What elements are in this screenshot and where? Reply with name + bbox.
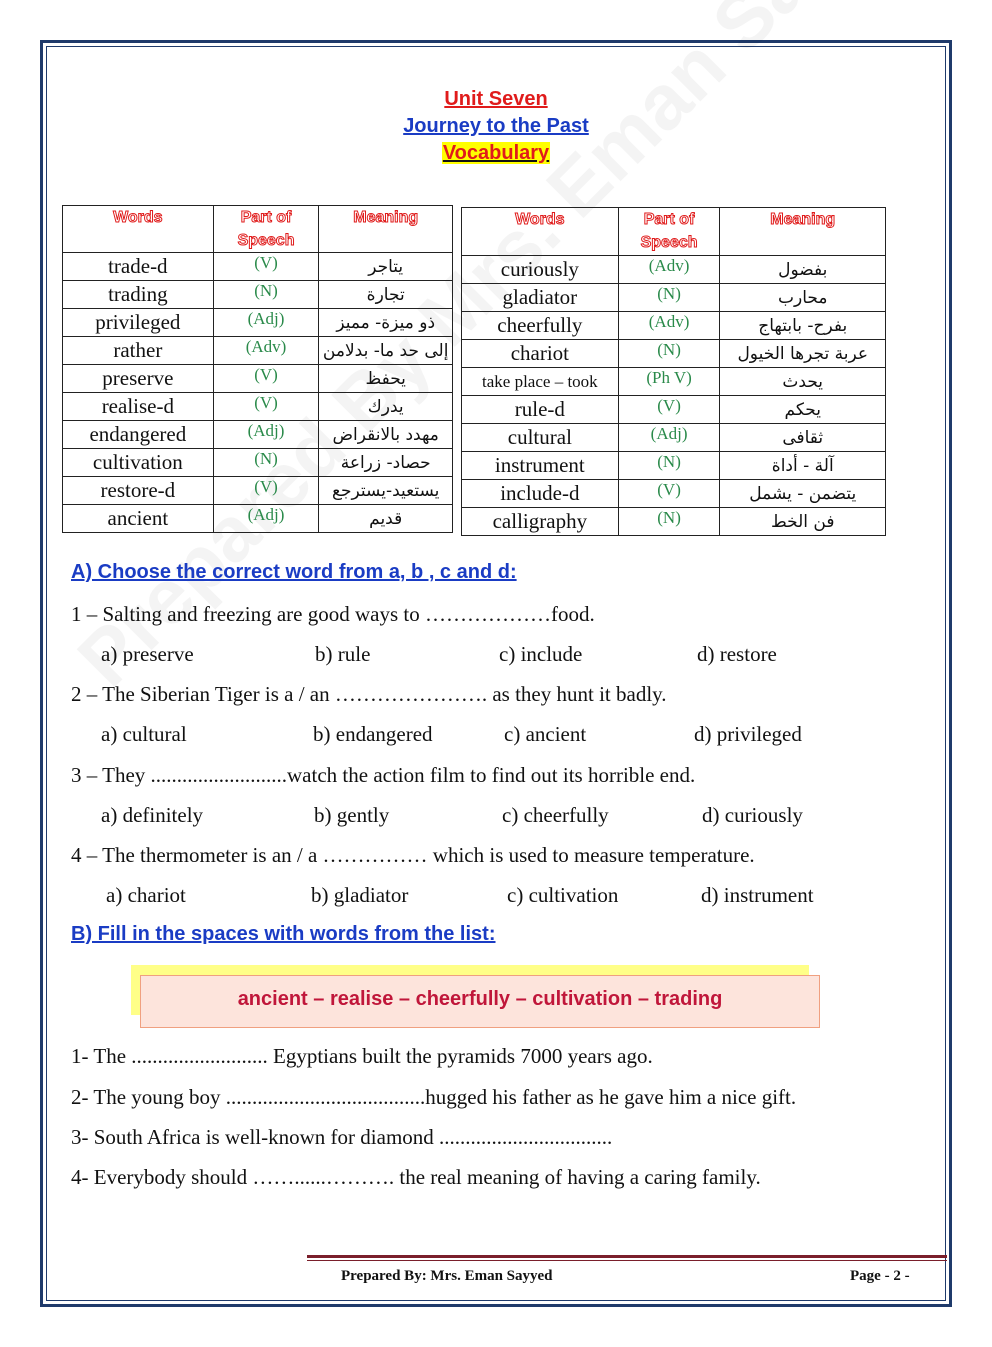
vocab-word: cultivation <box>63 449 214 477</box>
vocab-word: rule-d <box>462 396 619 424</box>
vocab-meaning: بفضول <box>720 256 886 284</box>
vocab-row <box>63 393 453 421</box>
section-title <box>0 142 992 165</box>
vocab-word: trading <box>63 281 214 309</box>
q4-option-d: d) instrument <box>701 883 814 907</box>
vocab-part-of-speech: (Adj) <box>213 309 319 337</box>
q2-option-c: c) ancient <box>504 722 587 746</box>
vocab-word: preserve <box>63 365 214 393</box>
footer-rule-thin <box>307 1260 947 1261</box>
vocab-table-left <box>62 205 453 533</box>
vocab-meaning: بفرح- بابتهاج <box>720 312 886 340</box>
col-header-words: Words <box>63 206 214 253</box>
vocab-part-of-speech: (V) <box>213 365 319 393</box>
vocab-part-of-speech: (N) <box>618 508 720 536</box>
vocab-word: trade-d <box>63 253 214 281</box>
vocab-row <box>63 505 453 533</box>
vocab-word: gladiator <box>462 284 619 312</box>
vocab-meaning: آلة - أداة <box>720 452 886 480</box>
vocab-part-of-speech: (Adj) <box>618 424 720 452</box>
footer-page-number: Page - 2 - <box>850 1268 910 1284</box>
vocab-word: privileged <box>63 309 214 337</box>
vocab-word: curiously <box>462 256 619 284</box>
vocab-row <box>63 337 453 365</box>
question-3: 3 – They ..........................watch the action film to find out its horrible end. <box>71 763 696 787</box>
vocab-word: rather <box>63 337 214 365</box>
vocab-word: restore-d <box>63 477 214 505</box>
lesson-title: Journey to the Past <box>403 115 589 137</box>
vocab-word: cheerfully <box>462 312 619 340</box>
vocab-meaning: فن الخط <box>720 508 886 536</box>
vocab-meaning: قديم <box>319 505 453 533</box>
vocab-part-of-speech: (V) <box>213 253 319 281</box>
vocab-part-of-speech: (Adj) <box>213 421 319 449</box>
q2-option-b: b) endangered <box>313 722 433 746</box>
vocab-meaning: ذو ميزة- مميز <box>319 309 453 337</box>
vocab-row <box>63 477 453 505</box>
question-1: 1 – Salting and freezing are good ways to ………………food. <box>71 602 595 626</box>
vocab-meaning: يحكم <box>720 396 886 424</box>
vocabulary-label: Vocabulary <box>442 142 550 164</box>
vocab-row <box>462 368 886 396</box>
vocab-meaning: ثقافى <box>720 424 886 452</box>
fill-sentence-4: 4- Everybody should ……......………. the real meaning of having a caring family. <box>71 1165 761 1189</box>
vocab-row <box>63 421 453 449</box>
vocab-word: include-d <box>462 480 619 508</box>
vocab-meaning: تجارة <box>319 281 453 309</box>
vocab-part-of-speech: (V) <box>618 396 720 424</box>
vocab-word: chariot <box>462 340 619 368</box>
vocab-word: endangered <box>63 421 214 449</box>
vocab-meaning: إلى حد ما- بدلامن <box>319 337 453 365</box>
vocab-row <box>462 452 886 480</box>
vocab-word: cultural <box>462 424 619 452</box>
vocab-row <box>63 365 453 393</box>
col-header-part-of-speech: Part of Speech <box>618 208 720 256</box>
col-header-words: Words <box>462 208 619 256</box>
vocab-row <box>462 312 886 340</box>
vocab-meaning: يحدث <box>720 368 886 396</box>
vocab-word: instrument <box>462 452 619 480</box>
q3-option-d: d) curiously <box>702 803 803 827</box>
vocab-part-of-speech: (V) <box>213 477 319 505</box>
vocab-meaning: حصاد- زراعة <box>319 449 453 477</box>
q4-option-a: a) chariot <box>106 883 186 907</box>
vocab-row <box>462 340 886 368</box>
q3-option-b: b) gently <box>314 803 390 827</box>
col-header-meaning: Meaning <box>720 208 886 256</box>
section-a-heading: A) Choose the correct word from a, b , c and d: <box>71 561 517 583</box>
vocab-row <box>462 508 886 536</box>
vocab-part-of-speech: (N) <box>618 284 720 312</box>
vocab-row <box>462 284 886 312</box>
vocab-part-of-speech: (N) <box>213 449 319 477</box>
vocab-part-of-speech: (Adv) <box>618 256 720 284</box>
q3-option-c: c) cheerfully <box>502 803 609 827</box>
q4-option-c: c) cultivation <box>507 883 619 907</box>
vocab-row <box>63 281 453 309</box>
vocab-row <box>462 424 886 452</box>
q1-option-c: c) include <box>499 642 583 666</box>
word-list-box: ancient – realise – cheerfully – cultivation – trading <box>140 975 820 1028</box>
vocab-meaning: محارب <box>720 284 886 312</box>
fill-sentence-2: 2- The young boy ......................................hugged his father as he gave him a nice gift. <box>71 1085 797 1109</box>
vocab-row <box>462 396 886 424</box>
vocab-meaning: يدرك <box>319 393 453 421</box>
vocab-part-of-speech: (N) <box>618 452 720 480</box>
vocab-part-of-speech: (N) <box>618 340 720 368</box>
vocab-row <box>462 480 886 508</box>
vocab-part-of-speech: (Ph V) <box>618 368 720 396</box>
vocab-meaning: يحفظ <box>319 365 453 393</box>
vocab-word: ancient <box>63 505 214 533</box>
q2-option-a: a) cultural <box>101 722 187 746</box>
vocab-word: calligraphy <box>462 508 619 536</box>
vocab-part-of-speech: (V) <box>213 393 319 421</box>
vocab-meaning: مهدد بالانقراض <box>319 421 453 449</box>
vocab-table-right <box>461 207 886 536</box>
vocab-meaning: يتاجر <box>319 253 453 281</box>
footer-author: Prepared By: Mrs. Eman Sayyed <box>341 1268 553 1284</box>
q4-option-b: b) gladiator <box>311 883 409 907</box>
footer-rule <box>307 1255 947 1258</box>
q2-option-d: d) privileged <box>694 722 802 746</box>
vocab-row <box>462 256 886 284</box>
vocab-row <box>63 449 453 477</box>
vocab-part-of-speech: (Adv) <box>213 337 319 365</box>
section-b-heading: B) Fill in the spaces with words from the list: <box>71 923 496 945</box>
col-header-meaning: Meaning <box>319 206 453 253</box>
vocab-meaning: عربة تجرها الخيول <box>720 340 886 368</box>
vocab-meaning: يستعيد-يسترجع <box>319 477 453 505</box>
vocab-row <box>63 309 453 337</box>
q1-option-a: a) preserve <box>101 642 194 666</box>
vocab-meaning: يتضمن - يشمل <box>720 480 886 508</box>
col-header-part-of-speech: Part of Speech <box>213 206 319 253</box>
fill-sentence-3: 3- South Africa is well-known for diamond ................................. <box>71 1125 613 1149</box>
fill-sentence-1: 1- The .......................... Egyptians built the pyramids 7000 years ago. <box>71 1044 653 1068</box>
unit-title: Unit Seven <box>444 88 548 110</box>
q1-option-d: d) restore <box>697 642 777 666</box>
vocab-word: realise-d <box>63 393 214 421</box>
q1-option-b: b) rule <box>315 642 371 666</box>
q3-option-a: a) definitely <box>101 803 204 827</box>
vocab-part-of-speech: (V) <box>618 480 720 508</box>
vocab-row <box>63 253 453 281</box>
vocab-part-of-speech: (N) <box>213 281 319 309</box>
question-2: 2 – The Siberian Tiger is a / an …………………. as they hunt it badly. <box>71 682 667 706</box>
vocab-part-of-speech: (Adj) <box>213 505 319 533</box>
vocab-word: take place – took <box>462 368 619 396</box>
question-4: 4 – The thermometer is an / a …………… which is used to measure temperature. <box>71 843 755 867</box>
vocab-part-of-speech: (Adv) <box>618 312 720 340</box>
